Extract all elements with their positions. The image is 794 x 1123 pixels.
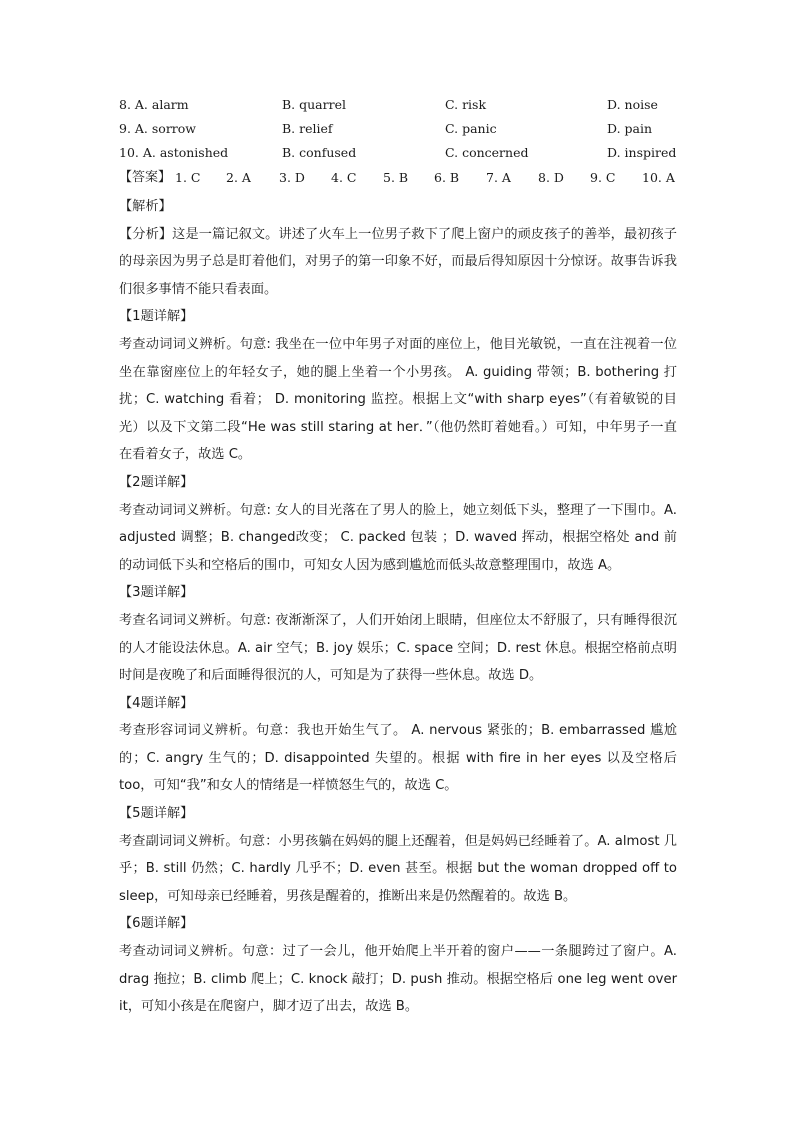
summary-paragraph: 【分析】这是一篇记叙文。讲述了火车上一位男子救下了爬上窗户的顽皮孩子的善举，最初孩子的母亲因为男子总是盯着他们，对男子的第一印象不好，而最后得知原因十分惊讶。故事告诉我们很多事情不能只看表面。 — [119, 226, 677, 297]
option-row-8 — [119, 93, 679, 117]
option-d: D. pain — [607, 121, 653, 136]
option-b: B. relief — [282, 121, 333, 136]
answer-item: 6. B — [434, 170, 460, 185]
analysis-body — [119, 193, 677, 1021]
answer-item: 9. C — [590, 170, 616, 185]
option-a: 10. A. astonished — [119, 145, 229, 160]
option-a: 8. A. alarm — [119, 97, 189, 112]
q1-paragraph: 考查动词词义辨析。句意: 我坐在一位中年男子对面的座位上，他目光敏锐，一直在注视着一位坐在靠窗座位上的年轻女子，她的腿上坐着一个小男孩。 A. guiding 带领；B. bothering 打扰；C. watching 看着； D. monitoring 监控。根据上文“with sharp eyes”（有着敏锐的目光）以及下文第二段“He was still staring at her．”（他仍然盯着她看。）可知，中年男子一直在看着女子，故选 C。 — [119, 336, 677, 463]
q6-paragraph: 考查动词词义辨析。句意：过了一会儿，他开始爬上半开着的窗户——一条腿跨过了窗户。A. drag 拖拉；B. climb 爬上；C. knock 敲打；D. push 推动。根据空格后 one leg went over it，可知小孩是在爬窗户，脚才迈了出去，故选 B。 — [119, 944, 677, 1015]
answer-item: 5. B — [383, 170, 409, 185]
q1-heading: 【1题详解】 — [119, 309, 194, 325]
q4-paragraph: 考查形容词词义辨析。句意：我也开始生气了。 A. nervous 紧张的；B. embarrassed 尴尬的；C. angry 生气的；D. disappointed 失望的。根据 with fire in her eyes 以及空格后 too，可知“我”和女人的情绪是一样愤怒生气的，故选 C。 — [119, 723, 677, 794]
answer-item: 4. C — [331, 170, 357, 185]
answer-item: 1. C — [175, 170, 201, 185]
option-d: D. noise — [607, 97, 658, 112]
option-d: D. inspired — [607, 145, 677, 160]
option-row-9 — [119, 117, 679, 141]
answer-key — [119, 165, 679, 191]
q5-heading: 【5题详解】 — [119, 806, 194, 822]
option-c: C. concerned — [445, 145, 529, 160]
q3-heading: 【3题详解】 — [119, 585, 194, 601]
option-c: C. risk — [445, 97, 487, 112]
answer-label: 【答案】 — [119, 170, 172, 185]
analysis-heading: 【解析】 — [119, 199, 172, 214]
answer-item: 8. D — [538, 170, 564, 185]
option-b: B. quarrel — [282, 97, 346, 112]
answer-item: 2. A — [226, 170, 251, 185]
q2-heading: 【2题详解】 — [119, 474, 194, 490]
q5-paragraph: 考查副词词义辨析。句意：小男孩躺在妈妈的腿上还醒着，但是妈妈已经睡着了。A. almost 几乎；B. still 仍然；C. hardly 几乎不；D. even 甚至。根据 but the woman dropped off to sleep，可知母亲已经睡着，男孩是醒着的，推断出来是仍然醒着的。故选 B。 — [119, 833, 677, 904]
answer-item: 7. A — [486, 170, 511, 185]
options-block — [119, 93, 679, 165]
answer-item: 3. D — [279, 170, 305, 185]
option-c: C. panic — [445, 121, 497, 136]
answer-item: 10. A — [642, 170, 675, 185]
q4-heading: 【4题详解】 — [119, 695, 194, 711]
option-a: 9. A. sorrow — [119, 121, 196, 136]
q6-heading: 【6题详解】 — [119, 916, 194, 932]
option-row-10 — [119, 141, 679, 165]
q3-paragraph: 考查名词词义辨析。句意: 夜渐渐深了，人们开始闭上眼睛，但座位太不舒服了，只有睡得很沉的人才能设法休息。A. air 空气；B. joy 娱乐；C. space 空间；D. rest 休息。根据空格前点明时间是夜晚了和后面睡得很沉的人，可知是为了获得一些休息。故选 D。 — [119, 612, 677, 684]
q2-paragraph: 考查动词词义辨析。句意: 女人的目光落在了男人的脸上，她立刻低下头，整理了一下围巾。A. adjusted 调整；B. changed改变； C. packed 包装 ；D. waved 挥动，根据空格处 and 前的动词低下头和空格后的围巾，可知女人因为感到尴尬而低头故意整理围巾，故选 A。 — [119, 502, 677, 573]
option-b: B. confused — [282, 145, 357, 160]
